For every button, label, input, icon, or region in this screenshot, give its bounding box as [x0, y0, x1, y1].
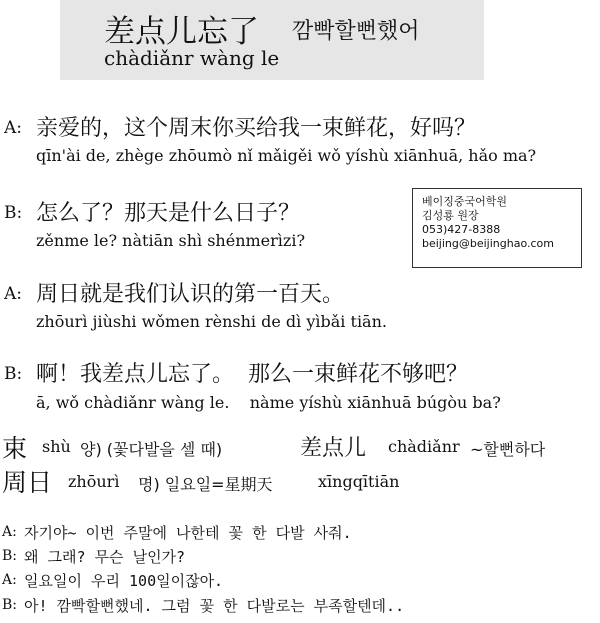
vocab-description: ~할뻔하다 — [470, 440, 546, 459]
phone-number: 053)427-8388 — [422, 223, 501, 236]
translation-text: 아! 깜빡할뻔했네. 그럼 꽃 한 다발로는 부족할텐데.. — [24, 597, 405, 615]
dialogue-chinese: 啊！我差点儿忘了。 那么一束鲜花不够吧？ — [36, 362, 468, 387]
email-address: beijing@beijinghao.com — [422, 237, 554, 250]
title-chinese: 差点儿忘了 — [104, 14, 259, 50]
academy-name: 베이징중국어학원 — [422, 195, 508, 208]
vocab-description: 명) 일요일=星期天 — [138, 475, 273, 494]
translation-speaker: B: — [2, 597, 18, 613]
dialogue-chinese: 周日就是我们认识的第一百天。 — [36, 282, 345, 307]
speaker-label: A: — [4, 118, 23, 138]
vocab-word: 差点儿 — [300, 436, 367, 461]
vocab-pinyin: shù — [42, 437, 71, 456]
vocab-word: 束 — [2, 434, 28, 463]
dialogue-chinese: 怎么了？那天是什么日子？ — [36, 201, 301, 226]
vocab-pinyin: zhōurì — [68, 472, 120, 491]
vocab-pinyin: xīngqītiān — [318, 472, 400, 491]
dialogue-pinyin: zhōurì jiùshi wǒmen rènshi de dì yìbǎi tiān. — [36, 312, 387, 331]
translation-speaker: A: — [2, 524, 17, 540]
translation-text: 일요일이 우리 100일이잖아. — [24, 572, 224, 590]
translation-speaker: B: — [2, 548, 18, 564]
vocab-word: 周日 — [2, 468, 53, 497]
translation-text: 왜 그래? 무슨 날인가? — [24, 548, 186, 566]
vocab-description: 양) (꽃다발을 셀 때) — [80, 440, 223, 459]
speaker-label: A: — [4, 284, 23, 304]
director-name: 김성룡 원장 — [422, 209, 479, 222]
title-korean: 깜빡할뻔했어 — [292, 19, 420, 44]
vocab-pinyin: chàdiǎnr — [388, 437, 460, 456]
dialogue-chinese: 亲爱的，这个周末你买给我一束鲜花，好吗？ — [36, 116, 477, 141]
dialogue-pinyin: qīn'ài de, zhège zhōumò nǐ mǎigěi wǒ yíshù xiānhuā, hǎo ma? — [36, 146, 537, 165]
title-pinyin: chàdiǎnr wàng le — [104, 46, 280, 70]
translation-speaker: A: — [2, 572, 17, 588]
translation-text: 자기야~ 이번 주말에 나한테 꽃 한 다발 사줘. — [24, 524, 352, 542]
speaker-label: B: — [4, 364, 23, 384]
contact-box — [412, 188, 582, 268]
dialogue-pinyin: ā, wǒ chàdiǎnr wàng le. nàme yíshù xiānhuā búgòu ba? — [36, 393, 501, 412]
speaker-label: B: — [4, 203, 23, 223]
dialogue-pinyin: zěnme le? nàtiān shì shénmerìzi? — [36, 231, 306, 250]
